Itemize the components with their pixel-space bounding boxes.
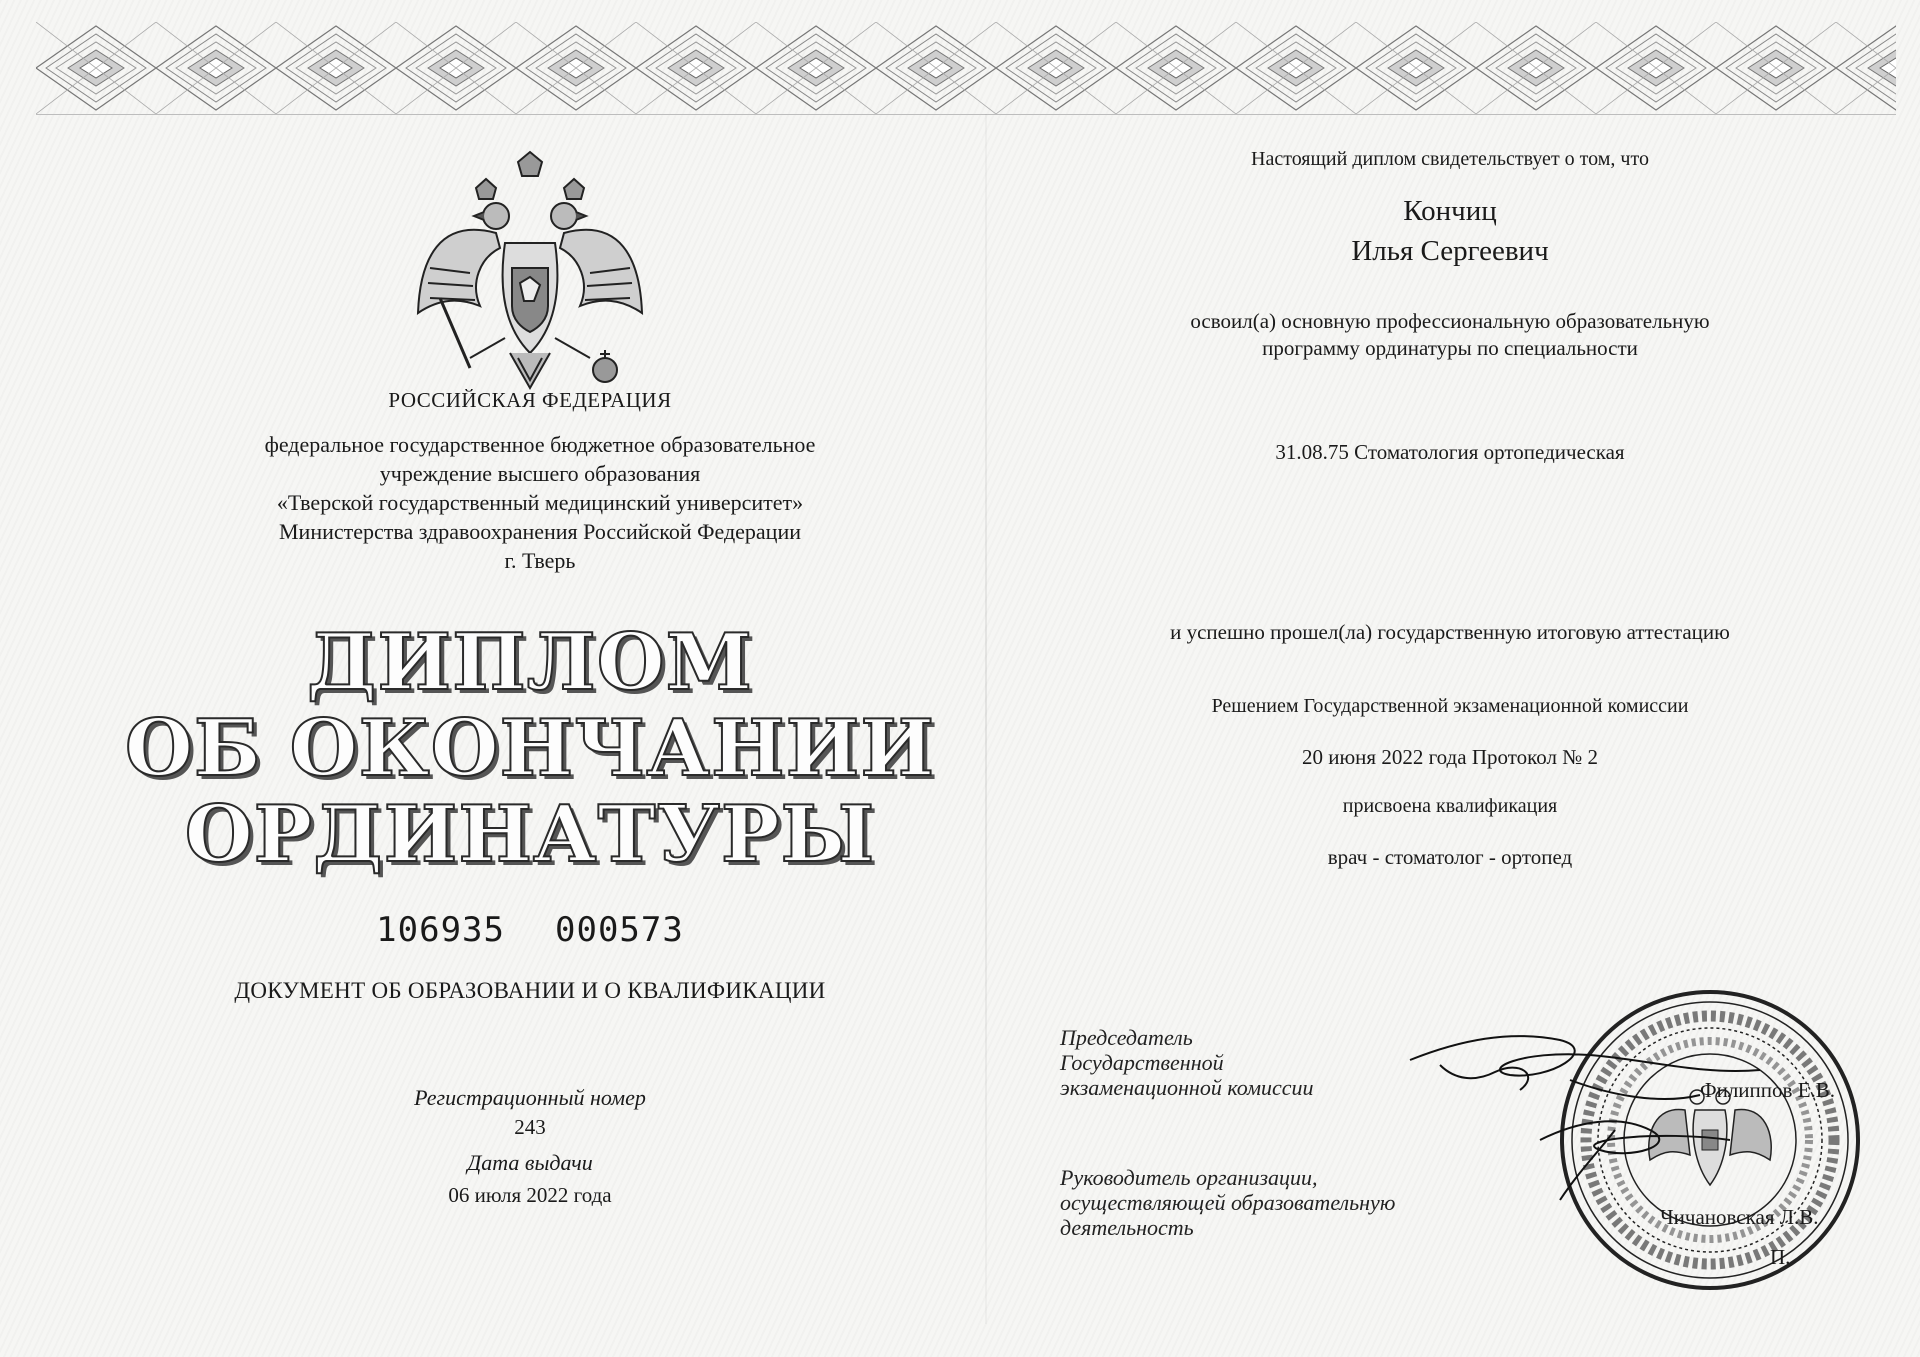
chair-name: Филиппов Е.В. (1700, 1078, 1836, 1102)
title-line: ДИПЛОМ (307, 617, 753, 708)
registration-number: 243 (514, 1115, 546, 1139)
guilloche-border-band (36, 22, 1896, 115)
specialty: 31.08.75 Стоматология ортопедическая (1275, 440, 1625, 464)
serial-digits: 000573 (555, 910, 684, 950)
title-line: ОБ ОКОНЧАНИИ (124, 703, 936, 794)
diploma-title (120, 617, 940, 880)
country-name: РОССИЙСКАЯ ФЕДЕРАЦИЯ (388, 388, 672, 412)
qualification: врач - стоматолог - ортопед (1327, 845, 1573, 869)
head-title-line: Руководитель организации, (1060, 1165, 1318, 1190)
program-statement-line: программу ординатуры по специальности (1262, 336, 1638, 360)
handwritten-signature-icon (1400, 1020, 1800, 1220)
commission-decision: Решением Государственной экзаменационной комиссии (1211, 695, 1689, 717)
program-statement (1010, 308, 1890, 362)
serial-number (120, 910, 940, 950)
certification-intro: Настоящий диплом свидетельствует о том, что (1251, 148, 1649, 170)
institution-line: учреждение высшего образования (379, 461, 701, 486)
attestation-statement: и успешно прошел(ла) государственную итоговую аттестацию (1170, 620, 1730, 644)
issue-date-label: Дата выдачи (467, 1150, 593, 1175)
seal-suffix-text: П. (1770, 1245, 1791, 1269)
institution-line: «Тверской государственный медицинский университет» (276, 490, 804, 515)
left-page (120, 140, 940, 1320)
head-title-line: осуществляющей образовательную (1060, 1190, 1396, 1215)
decision-date-protocol: 20 июня 2022 года Протокол № 2 (1302, 745, 1598, 769)
title-line: ОРДИНАТУРЫ (184, 789, 876, 880)
institution-name (190, 430, 890, 575)
graduate-given-names: Илья Сергеевич (1351, 235, 1549, 267)
chair-title-line: Председатель (1060, 1025, 1193, 1050)
document-type: ДОКУМЕНТ ОБ ОБРАЗОВАНИИ И О КВАЛИФИКАЦИИ (234, 978, 826, 1003)
head-title-line: деятельность (1060, 1215, 1194, 1240)
program-statement-line: освоил(а) основную профессиональную образовательную (1190, 309, 1710, 333)
page-fold (985, 114, 987, 1324)
graduate-surname: Кончиц (1403, 195, 1497, 227)
chair-title-line: Государственной (1060, 1050, 1224, 1075)
institution-line: Министерства здравоохранения Российской Федерации (279, 519, 801, 544)
institution-line: г. Тверь (504, 548, 576, 573)
chair-title-line: экзаменационной комиссии (1060, 1075, 1314, 1100)
institution-line: федеральное государственное бюджетное образовательное (264, 432, 816, 457)
right-page (1010, 140, 1890, 1320)
head-title (1060, 1165, 1395, 1240)
serial-series: 106935 (376, 910, 505, 950)
chair-title (1060, 1025, 1314, 1100)
issue-date: 06 июля 2022 года (448, 1183, 612, 1207)
head-name: Чичановская Л.В. (1660, 1205, 1819, 1229)
registration-label: Регистрационный номер (414, 1085, 646, 1110)
qualification-assigned-label: присвоена квалификация (1342, 795, 1558, 817)
russian-coat-of-arms-icon (400, 148, 660, 418)
